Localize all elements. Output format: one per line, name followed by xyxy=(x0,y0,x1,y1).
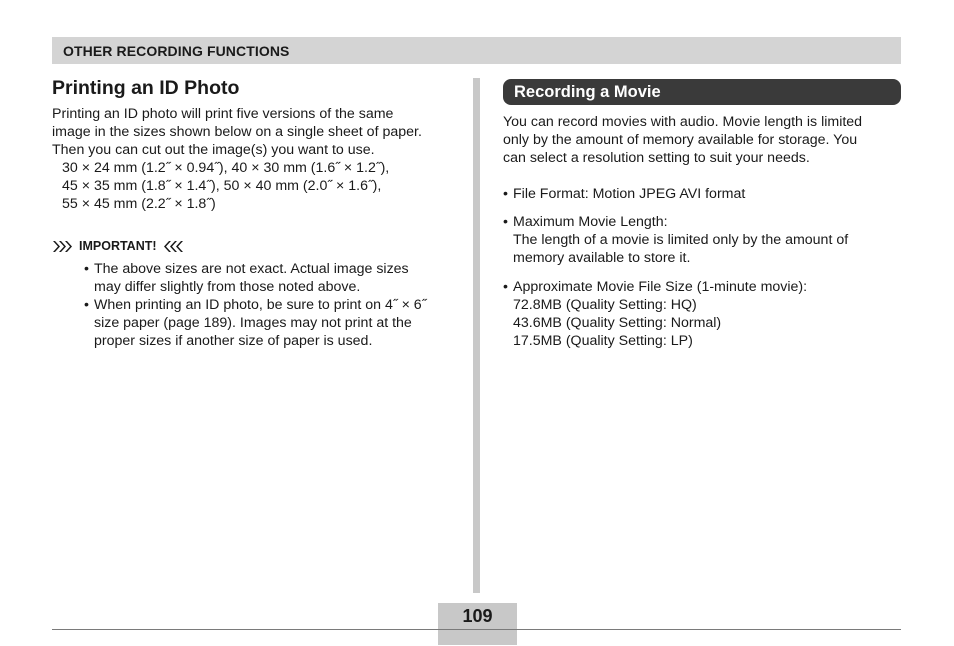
bullet-line: The length of a movie is limited only by the amount of xyxy=(513,232,849,248)
movie-title-pill xyxy=(503,79,901,105)
max-length-bullet xyxy=(503,213,901,267)
important-list xyxy=(52,260,462,350)
right-column xyxy=(503,79,901,350)
photo-size-line: 30 × 24 mm (1.2˝ × 0.94˝), 40 × 30 mm (1.6˝ × 1.2˝), xyxy=(62,160,390,176)
intro-line: can select a resolution setting to suit your needs. xyxy=(503,150,810,166)
id-photo-intro xyxy=(52,105,462,159)
bullet-dot: • xyxy=(503,279,508,295)
page-number-box xyxy=(438,603,517,645)
bullet-line: 17.5MB (Quality Setting: LP) xyxy=(513,333,693,349)
bullet-dot: • xyxy=(84,297,89,313)
bullet-line: File Format: Motion JPEG AVI format xyxy=(513,186,746,202)
important-label: IMPORTANT! xyxy=(79,239,157,253)
column-divider xyxy=(473,78,480,593)
photo-size-line: 55 × 45 mm (2.2˝ × 1.8˝) xyxy=(62,196,216,212)
intro-line: You can record movies with audio. Movie length is limited xyxy=(503,114,863,130)
page-number: 109 xyxy=(462,606,493,626)
section-header-label: OTHER RECORDING FUNCTIONS xyxy=(63,42,290,59)
file-size-bullet xyxy=(503,278,901,350)
important-heading xyxy=(52,238,462,254)
intro-line: Printing an ID photo will print five versions of the same xyxy=(52,106,394,122)
important-line: size paper (page 189). Images may not print at the xyxy=(94,315,412,331)
bullet-dot: • xyxy=(84,261,89,277)
important-line: The above sizes are not exact. Actual image sizes xyxy=(94,261,409,277)
bullet-line: Approximate Movie File Size (1-minute movie): xyxy=(513,279,808,295)
triple-chevron-left-icon xyxy=(163,240,184,253)
bullet-dot: • xyxy=(503,186,508,202)
photo-size-list xyxy=(62,159,462,213)
important-line: may differ slightly from those noted above. xyxy=(94,279,361,295)
triple-chevron-right-icon xyxy=(52,240,73,253)
bullet-line: 72.8MB (Quality Setting: HQ) xyxy=(513,297,697,313)
bullet-line: 43.6MB (Quality Setting: Normal) xyxy=(513,315,722,331)
intro-line: Then you can cut out the image(s) you want to use. xyxy=(52,142,375,158)
movie-intro xyxy=(503,113,901,167)
important-item xyxy=(52,296,462,350)
bullet-line: memory available to store it. xyxy=(513,250,691,266)
intro-line: image in the sizes shown below on a single sheet of paper. xyxy=(52,124,422,140)
intro-line: only by the amount of memory available for storage. You xyxy=(503,132,858,148)
left-column xyxy=(52,76,462,350)
footer-rule xyxy=(52,629,901,630)
important-line: When printing an ID photo, be sure to print on 4˝ × 6˝ xyxy=(94,297,427,313)
important-line: proper sizes if another size of paper is used. xyxy=(94,333,373,349)
photo-size-line: 45 × 35 mm (1.8˝ × 1.4˝), 50 × 40 mm (2.0˝ × 1.6˝), xyxy=(62,178,382,194)
file-format-bullet xyxy=(503,185,901,203)
id-photo-title: Printing an ID Photo xyxy=(52,77,240,99)
section-header-bar xyxy=(52,37,901,64)
important-item xyxy=(52,260,462,296)
movie-title: Recording a Movie xyxy=(514,82,661,101)
bullet-dot: • xyxy=(503,214,508,230)
bullet-line: Maximum Movie Length: xyxy=(513,214,668,230)
